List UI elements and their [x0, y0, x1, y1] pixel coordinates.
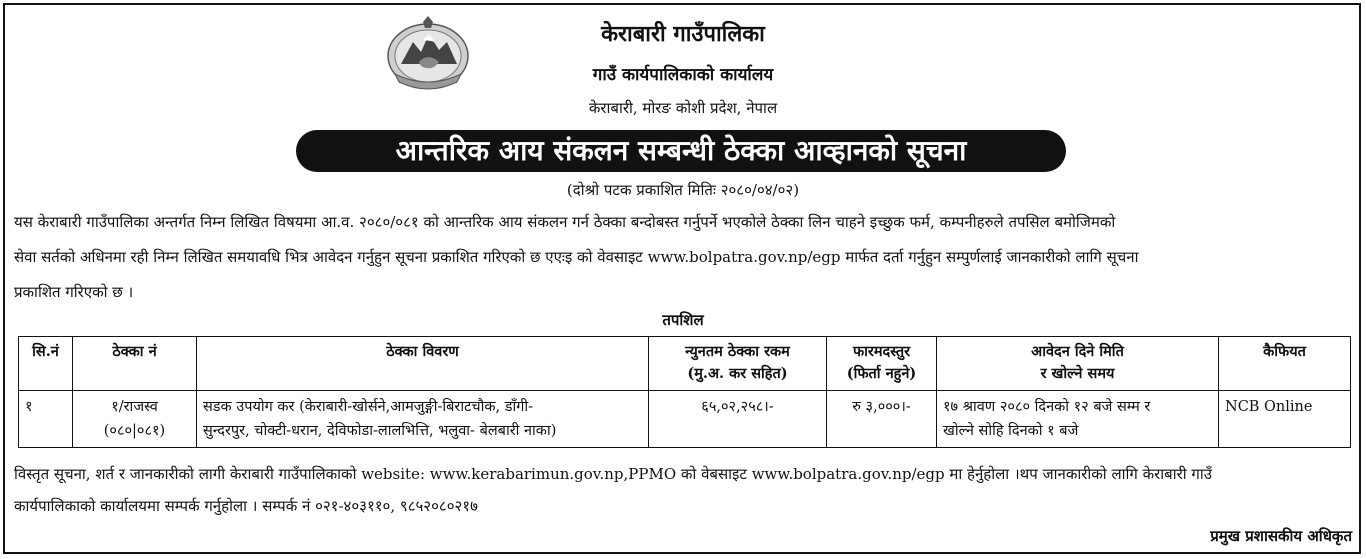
body-line-1: यस केराबारी गाउँपालिका अन्तर्गत निम्न लिखित विषयमा आ.व. २०८०/०८१ को आन्तरिक आय संकलन गर्न ठेक्का बन्दोबस्त गर्नुपर्ने भएकोले ठेक्का लिन चाहने इच्छुक फर्म, कम्पनीहरुले तपसिल बमोजिमको	[14, 213, 1116, 231]
table-row	[19, 391, 1351, 448]
office-address: केराबारी, मोरङ कोशी प्रदेश, नेपाल	[588, 99, 778, 117]
cell-description: सडक उपयोग कर (केराबारी-खोर्सने,आमजुङ्गी-बिराटचौक, डाँगी- सुन्दरपुर, चोक्टी-धरान, देविफोडा-लालभित्ति, भलुवा- बेलबारी नाका)	[197, 391, 649, 448]
cell-tender-no: १/राजस्व (०८०|०८१)	[73, 391, 197, 448]
office-name: गाउँ कार्यपालिकाको कार्यालय	[592, 65, 774, 85]
org-name: केराबारी गाउँपालिका	[601, 21, 765, 47]
body-line-3: प्रकाशित गरिएको छ ।	[14, 283, 134, 301]
cell-remarks: NCB Online	[1219, 391, 1351, 448]
schedule-heading: तपशिल	[662, 311, 704, 329]
col-header-form-fee: फारमदस्तुर (फिर्ता नहुने)	[827, 337, 937, 391]
col-header-sn: सि.नं	[19, 337, 73, 391]
footer-line-1: विस्तृत सूचना, शर्त र जानकारीको लागी केराबारी गाउँपालिकाको website: www.kerabarimun.gov.np,PPMO को वेबसाइट www.bolpatra.gov.np/egp मा हेर्नुहोला ।थप जानकारीको लागि केराबारी गाउँ	[14, 465, 1212, 483]
col-header-dates: आवेदन दिने मिति र खोल्ने समय	[937, 337, 1219, 391]
col-header-tender-no: ठेक्का नं	[73, 337, 197, 391]
cell-min-amount: ६५,०२,२५८।-	[649, 391, 827, 448]
table-header-row	[19, 337, 1351, 391]
signature-title: प्रमुख प्रशासकीय अधिकृत	[1210, 527, 1352, 545]
notice-title: आन्तरिक आय संकलन सम्बन्धी ठेक्का आव्हानको सूचना	[296, 130, 1066, 172]
cell-sn: १	[19, 391, 73, 448]
col-header-description: ठेक्का विवरण	[197, 337, 649, 391]
col-header-min-amount: न्युनतम ठेक्का रकम (मु.अ. कर सहित)	[649, 337, 827, 391]
body-line-2: सेवा सर्तको अधिनमा रही निम्न लिखित समयावधि भित्र आवेदन गर्नुहुन सूचना प्रकाशित गरिएको छ एएःइ को वेवसाइट www.bolpatra.gov.np/egp मार्फत दर्ता गर्नुहुन सम्पुर्णलाई जानकारीको लागि सूचना	[14, 248, 1139, 266]
tender-table	[18, 336, 1351, 448]
publication-date: (दोश्रो पटक प्रकाशित मितिः २०८०/०४/०२)	[566, 181, 800, 199]
footer-line-2: कार्यपालिकाको कार्यालयमा सम्पर्क गर्नुहोला । सम्पर्क नं ०२१-४०३११०, ९८५२०८०२१७	[14, 497, 478, 515]
cell-form-fee: रु ३,०००।-	[827, 391, 937, 448]
cell-dates: १७ श्रावण २०८० दिनको १२ बजे सम्म र खोल्ने सोहि दिनको १ बजे	[937, 391, 1219, 448]
col-header-remarks: कैफियत	[1219, 337, 1351, 391]
